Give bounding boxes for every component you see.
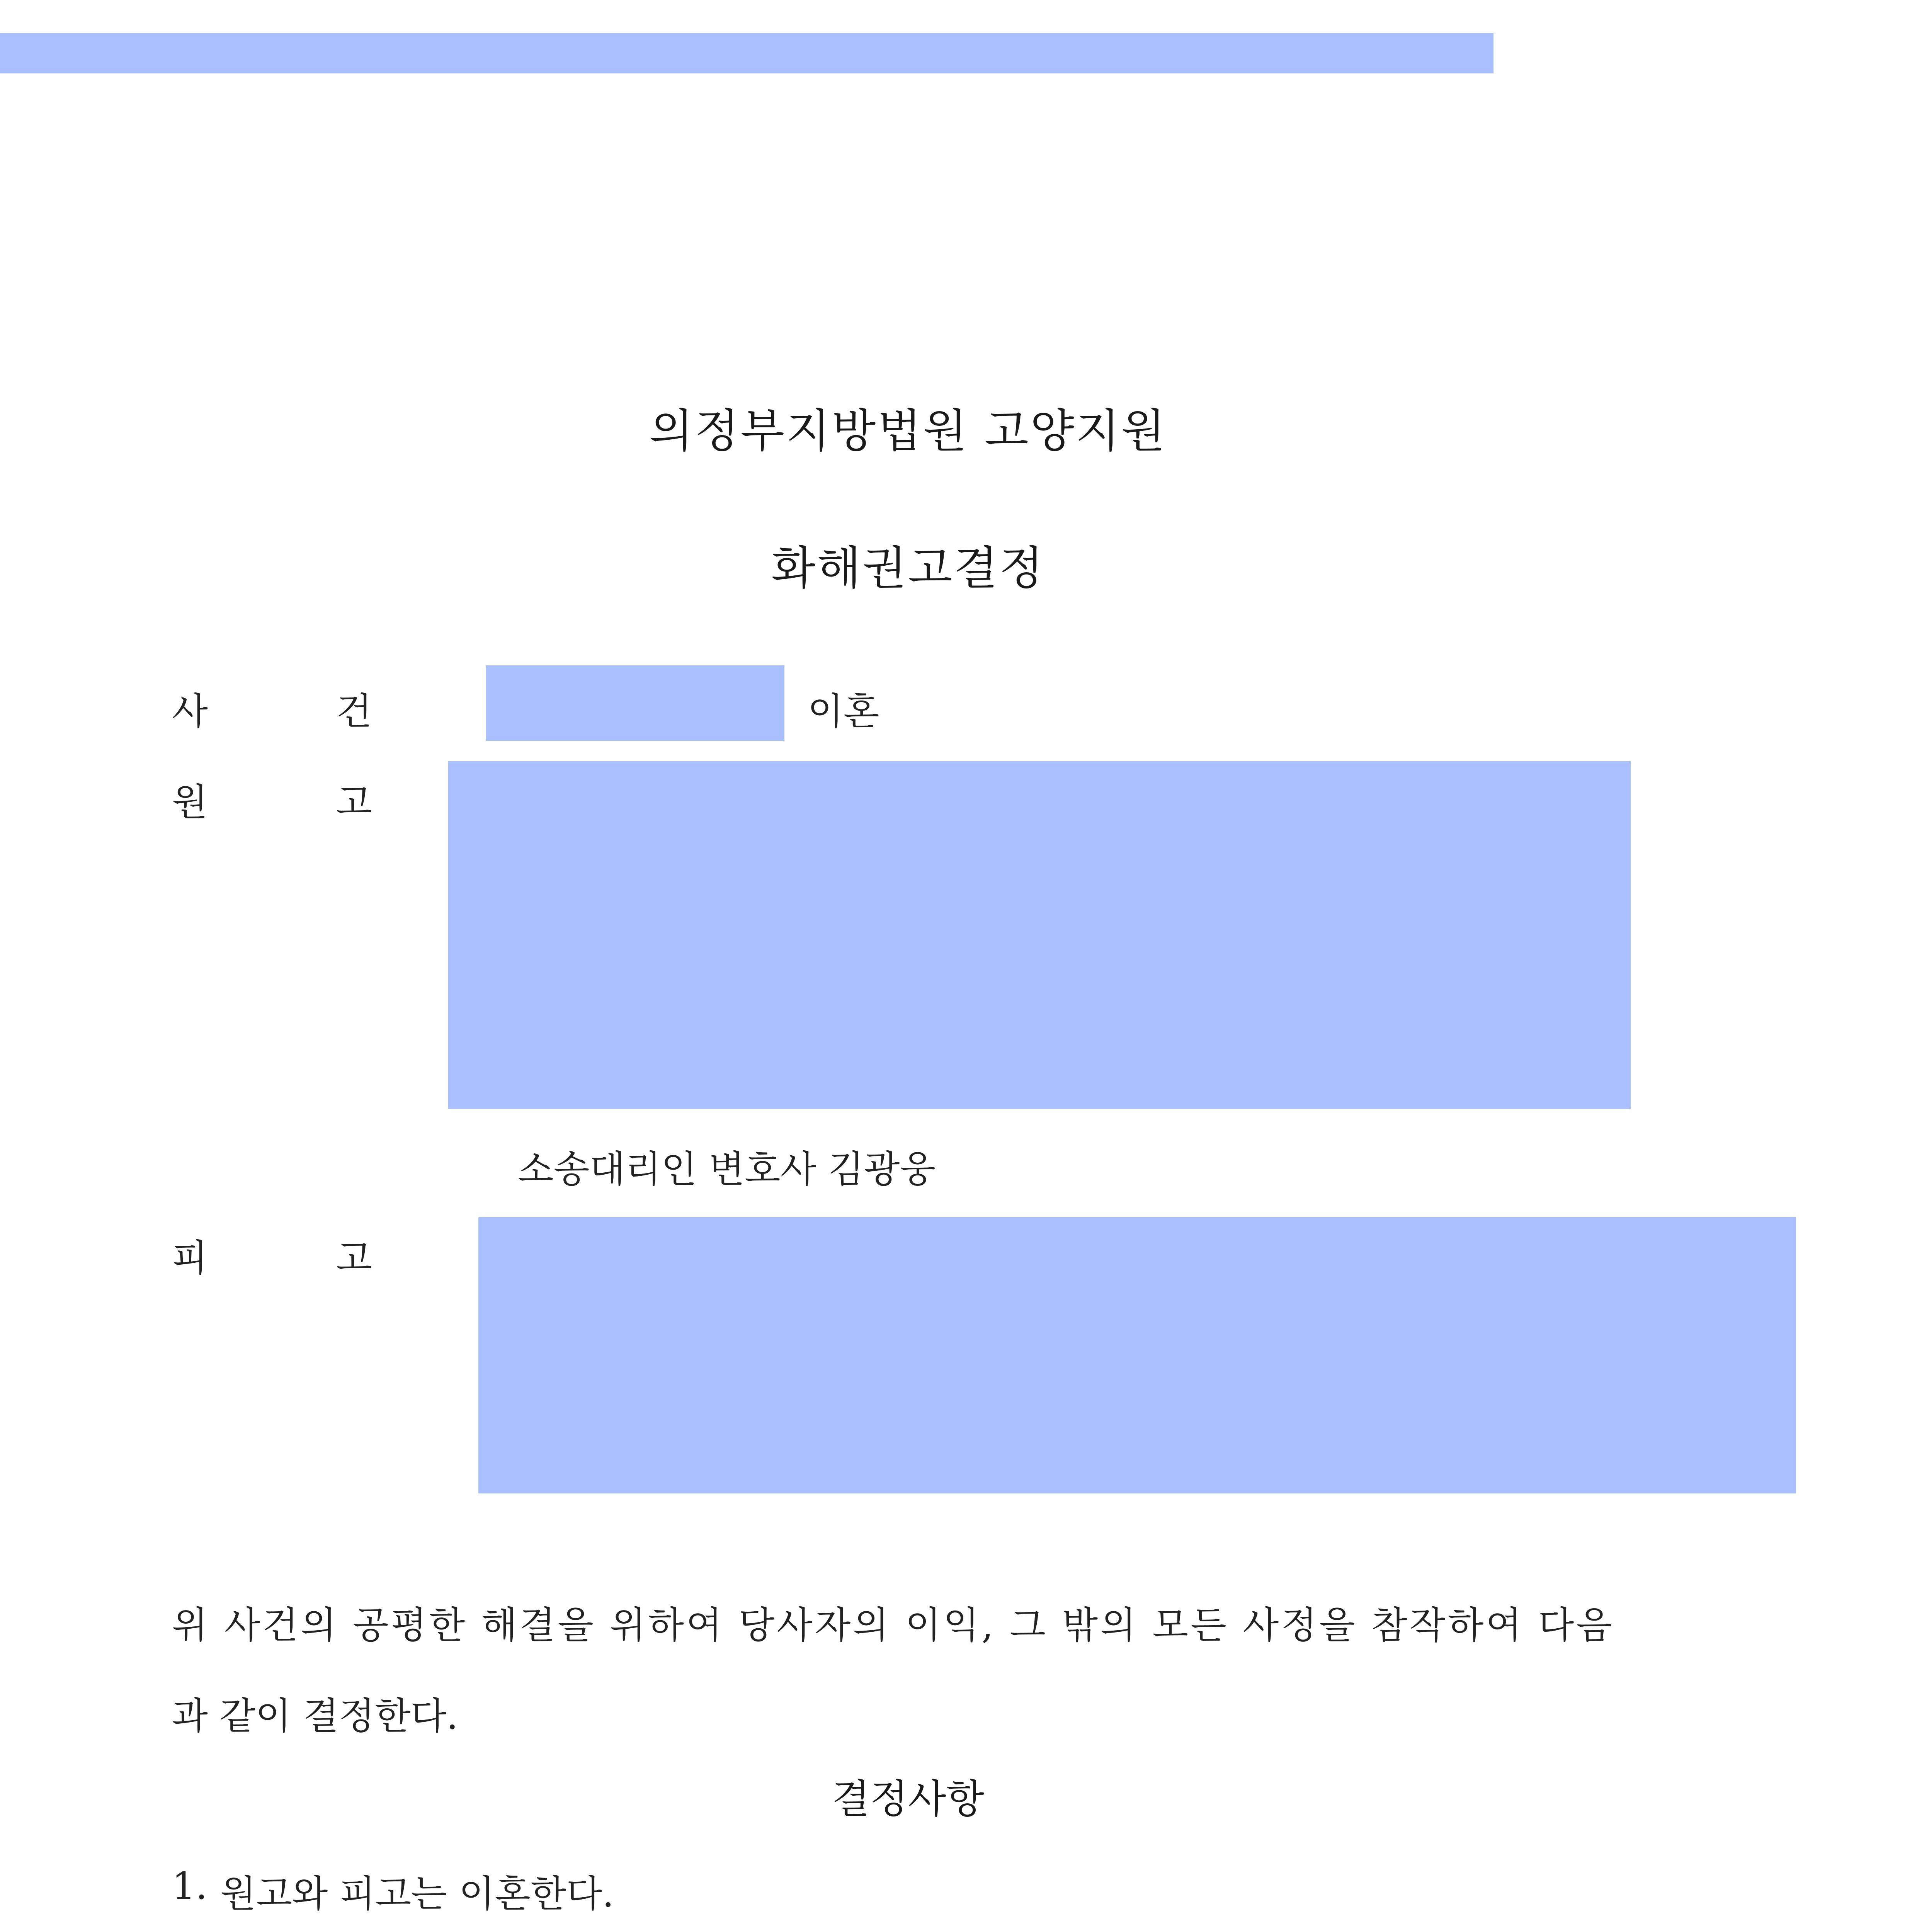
case-number-redaction <box>486 665 784 741</box>
attorney-line: 소송대리인 변호사 김광웅 <box>518 1148 936 1191</box>
decision-item-1-number: 1. <box>172 1864 208 1908</box>
intro-line-1: 위 사건의 공평한 해결을 위하여 당사자의 이익, 그 밖의 모든 사정을 참작하여 다음 <box>172 1604 1614 1647</box>
defendant-label-char-2: 고 <box>336 1236 372 1280</box>
header-redaction <box>0 33 1493 73</box>
decision-title: 결정사항 <box>832 1776 985 1822</box>
intro-line-2: 과 같이 결정한다. <box>172 1694 458 1738</box>
court-name: 의정부지방법원 고양지원 <box>649 404 1167 457</box>
document-title: 화해권고결정 <box>771 541 1045 595</box>
case-label-char-2: 건 <box>336 690 372 733</box>
case-label-char-1: 사 <box>172 690 208 733</box>
defendant-label-char-1: 피 <box>172 1236 208 1280</box>
plaintiff-label-char-2: 고 <box>336 781 372 824</box>
defendant-redaction <box>478 1217 1796 1493</box>
plaintiff-label-char-1: 원 <box>172 781 208 824</box>
decision-item-1-text: 원고와 피고는 이혼한다. <box>220 1872 614 1915</box>
case-name: 이혼 <box>808 690 879 733</box>
plaintiff-redaction <box>448 761 1631 1109</box>
